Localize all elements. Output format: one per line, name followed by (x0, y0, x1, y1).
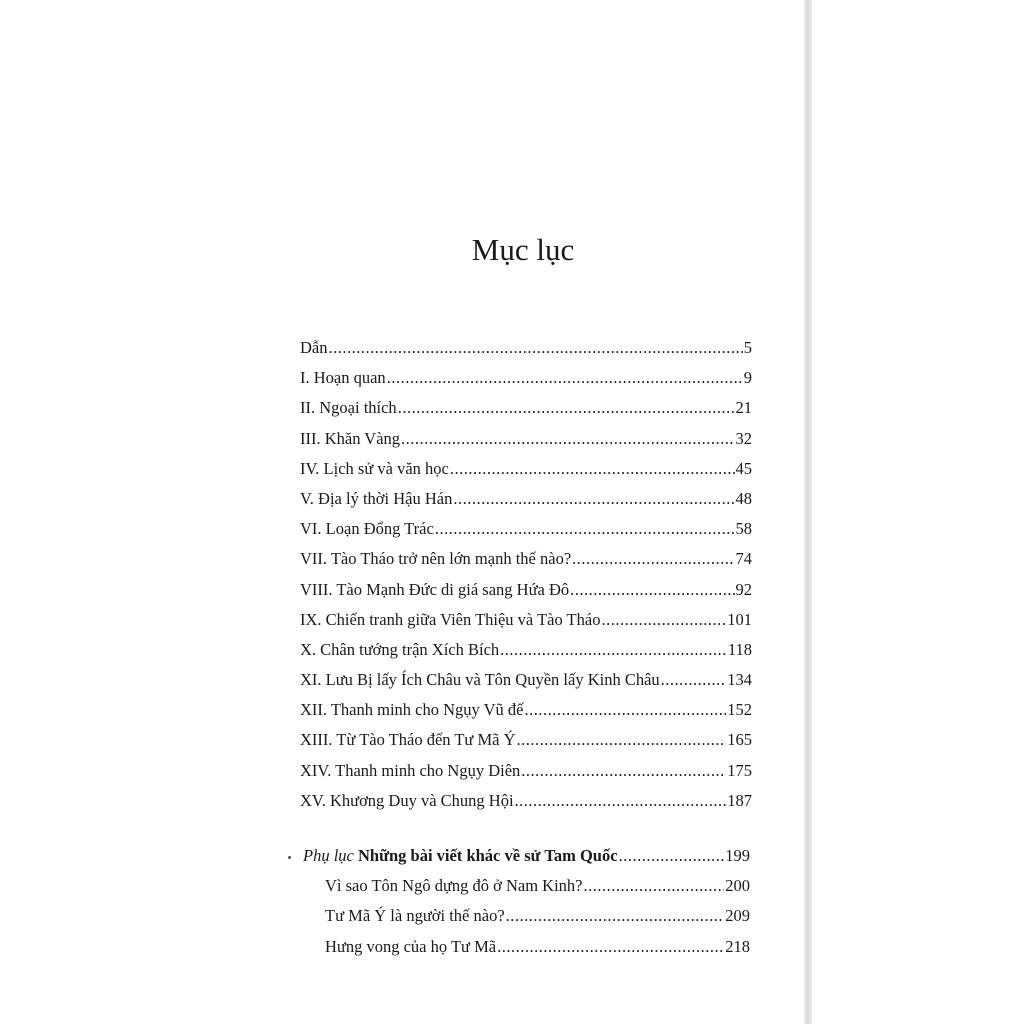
page-title: Mục lục (471, 232, 575, 267)
appendix-item-2 (303, 906, 750, 936)
toc-entry-page: 21 (735, 398, 752, 418)
toc-leader-dots (661, 670, 727, 690)
appendix-heading (303, 846, 750, 876)
toc-entry-page: 32 (735, 428, 752, 448)
appendix-item-3 (303, 937, 750, 967)
toc-entry-label: X. Chân tướng trận Xích Bích (300, 639, 500, 659)
toc-entry-1 (300, 368, 752, 398)
toc-entry-page: 9 (743, 368, 752, 388)
toc-entry-5 (300, 489, 752, 519)
table-of-contents (300, 338, 752, 821)
toc-leader-dots (435, 519, 735, 539)
toc-leader-dots (450, 459, 735, 479)
toc-entry-13 (300, 730, 752, 760)
toc-entry-label: XII. Thanh minh cho Ngụy Vũ đế (300, 700, 524, 720)
toc-entry-label: XIV. Thanh minh cho Ngụy Diên (300, 760, 521, 780)
toc-entry-page: 48 (735, 488, 752, 508)
toc-leader-dots (398, 398, 735, 418)
toc-leader-dots (497, 937, 724, 957)
appendix-item-1 (303, 876, 750, 906)
toc-entry-15 (300, 791, 752, 821)
appendix-item-label: Hưng vong của họ Tư Mã (325, 936, 497, 956)
appendix-item-page: 218 (725, 936, 750, 956)
toc-leader-dots (584, 876, 725, 896)
toc-entry-page: 74 (735, 549, 752, 569)
toc-entry-3 (300, 429, 752, 459)
toc-leader-dots (506, 906, 725, 926)
toc-leader-dots (521, 761, 726, 781)
appendix-section (303, 846, 750, 967)
toc-entry-page: 118 (727, 639, 752, 659)
toc-leader-dots (500, 640, 727, 660)
toc-entry-page: 5 (743, 338, 752, 357)
toc-entry-page: 92 (735, 579, 752, 599)
toc-entry-page: 187 (727, 790, 752, 810)
toc-entry-label: XIII. Từ Tào Tháo đến Tư Mã Ý (300, 730, 516, 750)
toc-entry-14 (300, 761, 752, 791)
toc-leader-dots (619, 846, 725, 866)
toc-entry-11 (300, 670, 752, 700)
toc-entry-label: VI. Loạn Đổng Trác (300, 519, 434, 539)
print-speck (288, 856, 291, 859)
appendix-item-page: 209 (725, 906, 750, 926)
toc-entry-page: 175 (727, 760, 752, 780)
toc-leader-dots (570, 580, 734, 600)
toc-entry-12 (300, 700, 752, 730)
toc-leader-dots (515, 791, 727, 811)
toc-entry-page: 165 (727, 730, 752, 750)
toc-leader-dots (387, 368, 743, 388)
toc-entry-label: XV. Khương Duy và Chung Hội (300, 790, 514, 810)
toc-entry-label: Dẫn (300, 338, 328, 357)
toc-entry-6 (300, 519, 752, 549)
toc-entry-label: I. Hoạn quan (300, 368, 386, 388)
toc-entry-label: VII. Tào Tháo trở nên lớn mạnh thế nào? (300, 549, 572, 569)
toc-leader-dots (601, 610, 726, 630)
toc-entry-10 (300, 640, 752, 670)
appendix-item-label: Tư Mã Ý là người thế nào? (325, 906, 505, 926)
page-edge-shadow (804, 0, 812, 1024)
toc-entry-label: IV. Lịch sử và văn học (300, 458, 449, 478)
toc-leader-dots (453, 489, 734, 509)
toc-entry-label: III. Khăn Vàng (300, 428, 401, 448)
toc-entry-8 (300, 580, 752, 610)
appendix-page: 199 (725, 846, 750, 865)
appendix-heading-label (303, 846, 618, 866)
appendix-title: Những bài viết khác về sử Tam Quốc (358, 846, 618, 865)
toc-leader-dots (401, 429, 734, 449)
appendix-prefix: Phụ lục (303, 846, 354, 865)
toc-entry-dan (300, 338, 752, 368)
toc-entry-label: IX. Chiến tranh giữa Viên Thiệu và Tào Tháo (300, 609, 601, 629)
toc-entry-7 (300, 549, 752, 579)
appendix-item-page: 200 (725, 876, 750, 896)
toc-entry-label: VIII. Tào Mạnh Đức di giá sang Hứa Đô (300, 579, 570, 599)
toc-leader-dots (572, 549, 734, 569)
toc-leader-dots (524, 700, 726, 720)
toc-entry-2 (300, 398, 752, 428)
toc-entry-label: XI. Lưu Bị lấy Ích Châu và Tôn Quyền lấy Kinh Châu (300, 670, 660, 690)
toc-entry-page: 45 (735, 458, 752, 478)
toc-entry-page: 101 (727, 609, 752, 629)
toc-entry-page: 152 (727, 700, 752, 720)
toc-entry-page: 134 (727, 670, 752, 690)
appendix-item-label: Vì sao Tôn Ngô dựng đô ở Nam Kinh? (325, 876, 583, 896)
toc-leader-dots (329, 338, 743, 358)
toc-entry-label: V. Địa lý thời Hậu Hán (300, 488, 453, 508)
toc-entry-9 (300, 610, 752, 640)
toc-entry-page: 58 (735, 519, 752, 539)
toc-entry-label: II. Ngoại thích (300, 398, 397, 418)
toc-leader-dots (517, 730, 727, 750)
toc-entry-4 (300, 459, 752, 489)
